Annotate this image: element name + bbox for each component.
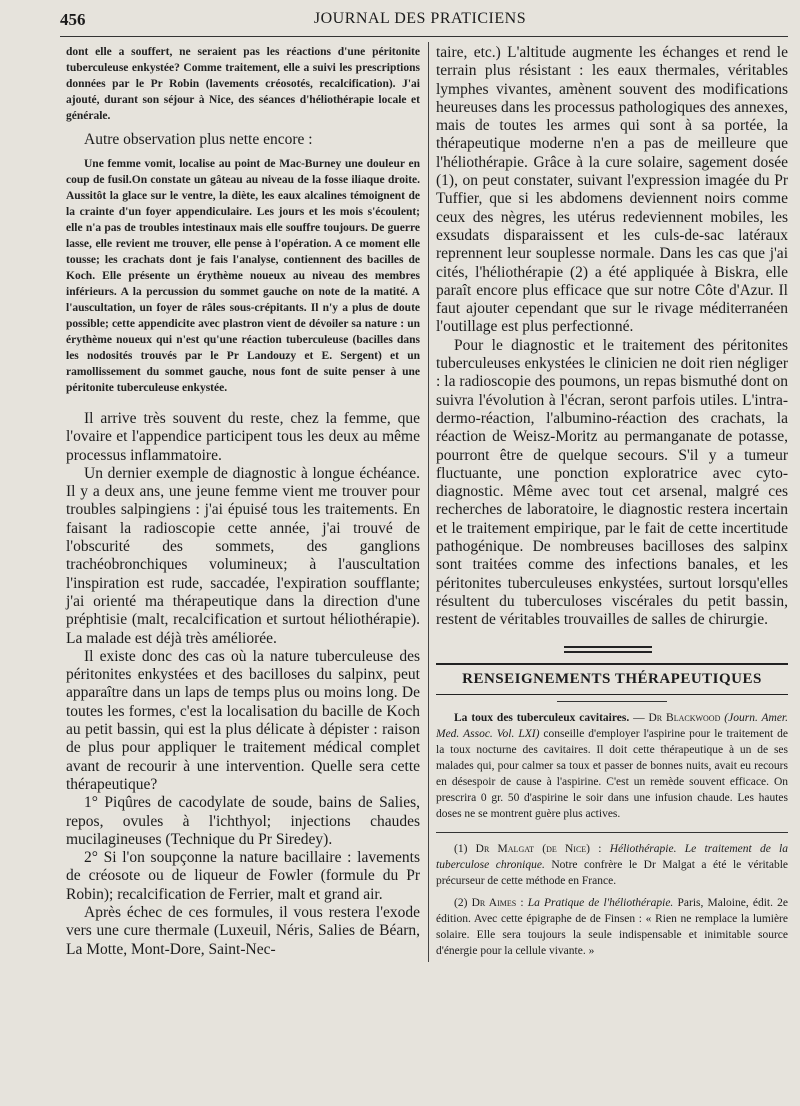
- paragraph: Après échec de ces formules, il vous restera l'exode vers une cure thermale (Luxeuil, Néris, Salies de Béarn, La Motte, Mont-Dore, Saint-Nec-: [66, 904, 420, 958]
- note-author: Dr Blackwood: [648, 711, 721, 724]
- right-column: [436, 44, 788, 959]
- therapeutic-note: La toux des tuberculeux cavitaires. — Dr Blackwood (Journ. Amer. Med. Assoc. Vol. LXI) conseille d'employer l'aspirine pour le traitement de la toux nocturne des cavitaires. Il doit cette thérapeutique à un de ses malades qui, pour calmer sa toux et passer de bonnes nuits, avait eu recours en désespoir de cause à l'aspirine. C'est un remède souvent efficace. On prescrira 0 gr. 50 d'aspirine le soir dans une infusion chaude. Les hautes doses ne se montrent guère plus actives.: [436, 711, 789, 820]
- section-rule: [557, 701, 667, 702]
- paragraph: taire, etc.) L'altitude augmente les échanges et rend le terrain plus résistant : les eaux thermales, véritables lymphes vivantes, amènent souvent des modifications heureuses dans les processus pathologiques des annexes, mais de toutes les armes qui sont à sa portée, la thérapeutique moderne n'en a pas de meilleure que l'héliothérapie. Grâce à la cure solaire, sagement dosée (1), on peut constater, suivant l'expression imagée du Pr Tuffier, que si les abdomens deviennent noirs comme ceux des nègres, les utérus redeviennent mobiles, les exsudats disparaissent et les culs-de-sac latéraux reprennent leur souplesse normale. Dans les cas que j'ai cités, l'héliothérapie (2) a été appliquée à Biskra, elle paraît encore plus efficace que sur notre Côte d'Azur. Il faut ajouter cependant que sur le rivage méditerranéen l'outillage est plus perfectionné.: [436, 44, 788, 336]
- page-header: [60, 10, 780, 34]
- page-number: 456: [60, 10, 86, 29]
- paragraph: 2° Si l'on soupçonne la nature bacillaire : lavements de créosote ou de liqueur de Fowler (formule du Pr Robin); recalcification de Ferrier, malt et grand air.: [66, 849, 420, 903]
- footnote-title: La Pratique de l'héliothérapie.: [527, 896, 674, 909]
- paragraph: dont elle a souffert, ne seraient pas les réactions d'une péritonite tuberculeuse enkystée? Comme traitement, elle a suivi les prescriptions données par le Pr Robin (lavements créosotés, recalcification). J'ai ajouté, durant son séjour à Nice, des séances d'héliothérapie locale et générale.: [66, 46, 420, 122]
- journal-title: JOURNAL DES PRATICIENS: [313, 10, 527, 27]
- column-divider: [428, 42, 429, 962]
- observation-heading: Autre observation plus nette encore :: [84, 131, 313, 148]
- footnote-title: Héliothérapie. Le traitement de la tuberculose chronique.: [436, 842, 789, 871]
- paragraph: Un dernier exemple de diagnostic à longue échéance. Il y a deux ans, une jeune femme vient me trouver pour troubles salpingiens : j'ai épuisé tous les traitements. En faisant la radioscopie cette année, j'ai trouvé de l'obscurité des sommets, des ganglions trachéobronchiques volumineux; à l'auscultation l'inspiration est rude, saccadée, l'expiration soufflante; j'ai orienté ma thérapeutique dans la direction d'une préphtisie (malt, recalcification et surtout héliothérapie). La malade est déjà très améliorée.: [66, 464, 420, 647]
- footnote-number: (2): [454, 896, 468, 909]
- footnote-author: Dr Malgat (de Nice) :: [475, 842, 602, 855]
- note-title: La toux des tuberculeux cavitaires.: [454, 711, 630, 724]
- footnote-text: Paris, Maloine, édit. 2e édition. Avec cette épigraphe de de Finsen : « Rien ne remplace la lumière solaire. Elle sera toujours la seule indispensable et inimitable source d'énergie pour la cellule vivante. »: [436, 896, 789, 957]
- paragraph: Il arrive très souvent du reste, chez la femme, que l'ovaire et l'appendice participent tous les deux au même processus inflammatoire.: [66, 410, 420, 464]
- paragraph: Il existe donc des cas où la nature tuberculeuse des péritonites enkystées et des bacilloses du salpinx, peut apparaître dans un laps de temps plus ou moins long. De toutes les formes, c'est la localisation du bacille de Koch au petit bassin, qui est la plus délicate à dépister : raison de plus pour appliquer le traitement médical complet avant de recourir à une intervention. Quelle sera cette thérapeutique?: [66, 647, 420, 793]
- observation-text: Une femme vomit, localise au point de Mac-Burney une douleur en coup de fusil.On constate un gâteau au niveau de la fosse iliaque droite. Aussitôt la glace sur le ventre, la diète, les eaux alcalines témoignent de la crainte d'un foyer appendiculaire. Les jours et les mois s'écoulent; elle n'a pas de troubles intestinaux mais elle souffre toujours. De guerre lasse, elle revient me trouver, elle pense à l'opération. A ce moment elle tousse; les crachats dont je fais l'analyse, contiennent des bacilles de Koch. Elle présente un érythème noueux au niveau des membres inférieurs. A la percussion du sommet gauche on note de la matité. A l'auscultation, un foyer de râles sous-crépitants. Il n'y a plus de doute possible; cette appendicite avec plastron vient de dévoiler sa nature : un érythème noueux qui n'est qu'une réaction tuberculeuse (bacilles dans les nodosités trouvés par le Pr Landouzy et E. Sergent) et un ramollissement du sommet gauche, nous font de suite penser à une péritonite tuberculeuse enkystée.: [66, 158, 420, 394]
- note-body: conseille d'employer l'aspirine pour le traitement de la toux nocturne des cavitaires. Il doit cette thérapeutique à un de ses malades qui, pour calmer sa toux et passer de bonnes nuits, avait eu recours en désespoir de cause à l'aspirine. C'est un remède souvent efficace. On prescrira 0 gr. 50 d'aspirine le soir dans une infusion chaude. Les hautes doses ne se montrent guère plus actives.: [436, 727, 788, 820]
- footnote-number: (1): [454, 842, 468, 855]
- note-source: (Journ. Amer. Med. Assoc. Vol. LXI): [436, 711, 789, 740]
- paragraph: 1° Piqûres de cacodylate de soude, bains de Salies, repos, ovules à l'ichthyol; injections chaudes mucilagineuses (Technique du Pr Siredey).: [66, 794, 420, 848]
- footnote-text: Notre confrère le Dr Malgat a été le véritable précurseur de cette méthode en France.: [436, 858, 788, 887]
- header-rule: [60, 36, 788, 37]
- footnote-1: [436, 841, 788, 889]
- paragraph: Pour le diagnostic et le traitement des péritonites tuberculeuses enkystées le clinicien ne doit rien négliger : la radioscopie des poumons, un repas bismuthé dont on suivra l'évolution à l'écran, seront parfois utiles. L'intra-dermo-réaction, l'albumino-réaction des crachats, la réaction de Weisz-Moritz au permanganate de potasse, pourront être de quelque secours. S'il y a tumeur fluctuante, une ponction exploratrice avec cyto-diagnostic. Même avec tout cet arsenal, malgré ces recherches de laboratoire, le diagnostic restera incertain et le traitement empirique, par le fait de cette incertitude pathogénique. De nombreuses bacilloses des salpinx sont traitées comme des infections banales, et les péritonites tuberculeuses enkystées, surtout lorsqu'elles résultent du tuberculoses viscérales du petit bassin, restent de véritables trouvailles de salles de chirurgie.: [436, 336, 788, 629]
- footnote-rule: [436, 832, 788, 833]
- left-column: [66, 44, 420, 959]
- section-separator: [436, 646, 788, 653]
- footnote-author: Dr Aimes :: [471, 896, 524, 909]
- section-title: RENSEIGNEMENTS THÉRAPEUTIQUES: [436, 663, 788, 695]
- footnote-2: [436, 895, 788, 959]
